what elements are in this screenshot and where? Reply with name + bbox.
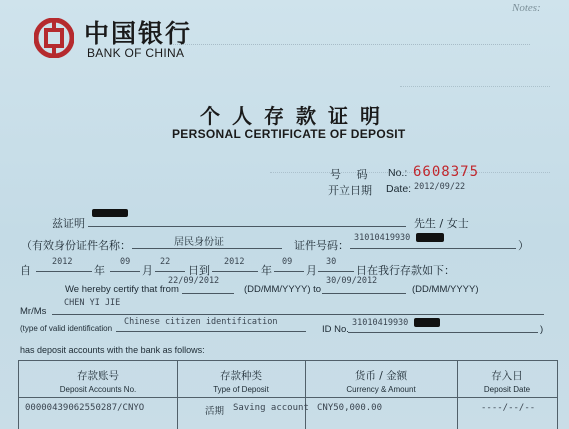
year-unit-2: 年 [261,264,272,277]
from-day: 22 [160,257,171,267]
table-header-divider [19,397,557,398]
issue-date: 2012/09/22 [414,182,466,192]
to-suffix-cn: 日在我行存款如下： [356,264,455,277]
from-year: 2012 [52,257,73,267]
name-underline [88,226,406,227]
show-through-line [400,86,550,87]
date-format-to-en: (DD/MM/YYYY) to [244,284,322,295]
month-unit-2: 月 [306,264,317,277]
redacted-id-number-en [414,318,440,327]
header-account [19,361,177,397]
id-type-underline [132,248,282,249]
row-account-number: 00000439062550287/CNYO [25,403,145,413]
month-unit: 月 [142,264,153,277]
id-number-value-cn: 31010419930 [354,233,411,243]
from-day-underline [155,271,185,272]
to-year-underline [212,271,258,272]
from-prefix-cn: 自 [20,264,31,277]
from-date-en: 22/09/2012 [168,276,220,286]
id-number-label-en: ID No. [322,324,349,335]
id-number-underline [350,248,516,249]
header-date-cn: 存入日 [491,370,523,382]
bank-name-en: BANK OF CHINA [87,46,185,60]
corner-notes: Notes: [512,2,541,14]
header-amount-en: Currency & Amount [346,385,416,394]
to-year: 2012 [224,257,245,267]
date-label-cn: 开立日期 [328,184,372,197]
id-type-value-en: Chinese citizen identification [124,317,278,327]
certify-from-en: We hereby certify that from [65,284,179,295]
from-date-underline [182,293,234,294]
row-amount: CNY50,000.00 [317,403,383,413]
header-type-cn: 存款种类 [220,370,262,382]
date-format-en: (DD/MM/YYYY) [412,284,479,295]
holder-name-underline [52,314,544,315]
id-number-value-en: 31010419930 [352,318,409,328]
id-number-underline-en [348,332,538,333]
deposit-table [18,360,558,429]
id-number-label-cn: 证件号码： [294,239,349,252]
to-month: 09 [282,257,293,267]
show-through-line [170,44,530,51]
header-account-cn: 存款账号 [77,370,119,382]
id-close-en: ) [540,324,544,335]
from-month-underline [110,271,140,272]
day-unit-to: 日到 [188,264,210,277]
row-type-en: Saving account [233,403,309,413]
holder-name: CHEN YI JIE [64,298,121,308]
id-type-label-en: (type of valid identification [20,324,113,333]
header-date-en: Deposit Date [483,385,531,394]
year-unit: 年 [94,264,105,277]
header-type [177,361,305,397]
redacted-id-number [416,233,444,242]
to-day-underline [318,271,354,272]
id-type-label-cn: （有效身份证件名称： [21,239,131,252]
number-label-cn: 号 码 [330,168,374,181]
from-year-underline [36,271,92,272]
header-amount-cn: 货币 / 金额 [354,370,408,382]
header-type-en: Type of Deposit [213,385,269,394]
date-label-en: Date: [386,183,412,195]
certify-label-cn: 兹证明 [52,217,85,230]
header-account-en: Deposit Accounts No. [59,385,137,394]
page-title-en: PERSONAL CERTIFICATE OF DEPOSIT [172,127,406,141]
id-type-value-cn: 居民身份证 [174,237,224,248]
accounts-intro: has deposit accounts with the bank as follows: [20,345,205,355]
header-amount [305,361,457,397]
redacted-name [92,209,128,217]
from-month: 09 [120,257,131,267]
to-month-underline [274,271,304,272]
bank-logo-icon [34,18,74,58]
bank-name-cn: 中国银行 [84,19,193,48]
number-label-en: No.: [388,167,408,179]
row-deposit-date: ----/--/-- [481,403,536,413]
to-day: 30 [326,257,337,267]
show-through-line [270,172,550,173]
header-date [457,361,557,397]
row-type-cn: 活期 [205,406,225,417]
mrms-label: Mr/Ms [20,306,47,317]
to-date-underline [322,293,406,294]
id-type-underline-en [116,331,306,332]
gender-label-cn: 先生 / 女士 [414,217,469,230]
to-date-en: 30/09/2012 [326,276,378,286]
id-close-cn: ） [518,239,529,252]
page-title-cn: 个人存款证明 [200,104,392,128]
certificate-number: 6608375 [413,164,480,180]
